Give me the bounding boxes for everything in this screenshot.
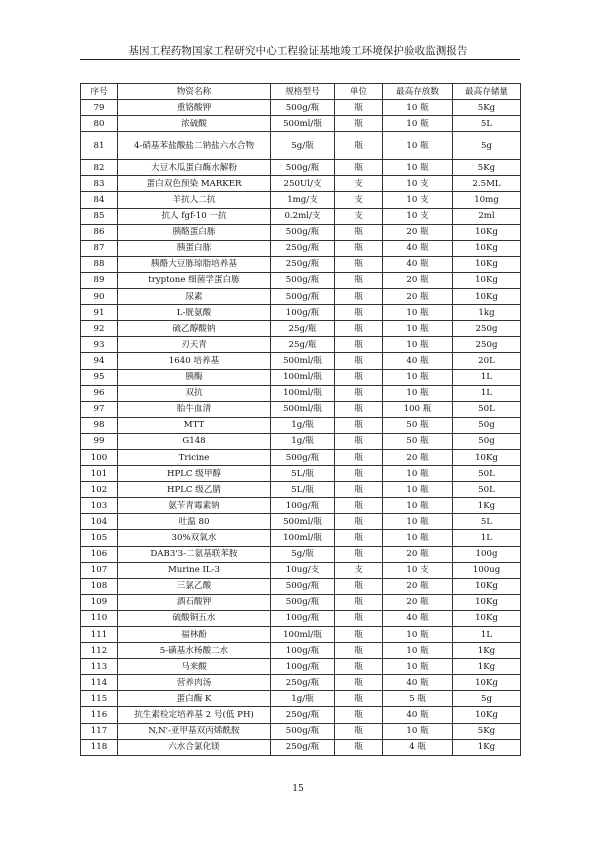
cell-max-amount: 2.5ML — [453, 176, 521, 192]
cell-unit: 瓶 — [335, 337, 383, 353]
cell-max-count: 4 瓶 — [383, 739, 453, 755]
table-row — [81, 176, 521, 192]
cell-unit: 瓶 — [335, 594, 383, 610]
cell-spec: 5L/瓶 — [271, 466, 335, 482]
table-row — [81, 627, 521, 643]
cell-max-amount: 250g — [453, 321, 521, 337]
cell-max-amount: 1L — [453, 530, 521, 546]
cell-max-count: 40 瓶 — [383, 353, 453, 369]
table-row — [81, 707, 521, 723]
table-header-row — [81, 84, 521, 100]
cell-index: 112 — [81, 643, 118, 659]
cell-spec: 100g/瓶 — [271, 643, 335, 659]
cell-material-name: 1640 培养基 — [118, 353, 271, 369]
cell-max-amount: 10Kg — [453, 289, 521, 305]
cell-unit: 瓶 — [335, 369, 383, 385]
table-row — [81, 208, 521, 224]
cell-material-name: Tricine — [118, 449, 271, 465]
page-number: 15 — [292, 784, 304, 794]
cell-material-name: Murine IL-3 — [118, 562, 271, 578]
cell-max-amount: 10Kg — [453, 256, 521, 272]
cell-index: 105 — [81, 530, 118, 546]
cell-material-name: G148 — [118, 433, 271, 449]
cell-unit: 瓶 — [335, 643, 383, 659]
cell-max-amount: 10Kg — [453, 449, 521, 465]
cell-material-name: tryptone 细菌学蛋白胨 — [118, 272, 271, 288]
table-row — [81, 305, 521, 321]
table-row — [81, 578, 521, 594]
table-row — [81, 369, 521, 385]
cell-index: 90 — [81, 289, 118, 305]
cell-index: 82 — [81, 160, 118, 176]
cell-max-amount: 10Kg — [453, 594, 521, 610]
cell-material-name: 尿素 — [118, 289, 271, 305]
cell-index: 97 — [81, 401, 118, 417]
cell-material-name: 5-磺基水杨酸二水 — [118, 643, 271, 659]
cell-spec: 5g/瓶 — [271, 546, 335, 562]
cell-max-count: 10 瓶 — [383, 627, 453, 643]
cell-unit: 瓶 — [335, 224, 383, 240]
cell-max-amount: 50L — [453, 466, 521, 482]
table-row — [81, 160, 521, 176]
cell-unit: 支 — [335, 176, 383, 192]
cell-max-amount: 100g — [453, 546, 521, 562]
table-row — [81, 466, 521, 482]
table-row — [81, 417, 521, 433]
cell-index: 93 — [81, 337, 118, 353]
cell-index: 109 — [81, 594, 118, 610]
cell-max-count: 10 瓶 — [383, 659, 453, 675]
cell-index: 99 — [81, 433, 118, 449]
cell-material-name: 抗生素检定培养基 2 号(低 PH) — [118, 707, 271, 723]
cell-max-count: 10 瓶 — [383, 482, 453, 498]
cell-material-name: 胎牛血清 — [118, 401, 271, 417]
cell-unit: 瓶 — [335, 240, 383, 256]
table-row — [81, 100, 521, 116]
cell-spec: 1g/瓶 — [271, 417, 335, 433]
cell-max-amount: 10Kg — [453, 707, 521, 723]
table-row — [81, 610, 521, 626]
cell-max-count: 5 瓶 — [383, 691, 453, 707]
cell-spec: 100ml/瓶 — [271, 627, 335, 643]
cell-material-name: 硫酸铜五水 — [118, 610, 271, 626]
cell-index: 107 — [81, 562, 118, 578]
cell-material-name: HPLC 级甲醇 — [118, 466, 271, 482]
table-row — [81, 562, 521, 578]
cell-unit: 瓶 — [335, 530, 383, 546]
cell-max-count: 20 瓶 — [383, 272, 453, 288]
cell-material-name: 营养肉汤 — [118, 675, 271, 691]
cell-spec: 1g/瓶 — [271, 691, 335, 707]
cell-max-amount: 10Kg — [453, 240, 521, 256]
cell-material-name: 30%双氧水 — [118, 530, 271, 546]
cell-material-name: 酒石酸钾 — [118, 594, 271, 610]
cell-spec: 0.2ml/支 — [271, 208, 335, 224]
cell-spec: 250g/瓶 — [271, 240, 335, 256]
cell-max-count: 10 支 — [383, 208, 453, 224]
cell-unit: 瓶 — [335, 401, 383, 417]
cell-index: 103 — [81, 498, 118, 514]
cell-max-amount: 10Kg — [453, 610, 521, 626]
cell-index: 88 — [81, 256, 118, 272]
cell-spec: 5g/瓶 — [271, 132, 335, 160]
cell-index: 116 — [81, 707, 118, 723]
cell-max-amount: 5Kg — [453, 723, 521, 739]
cell-max-count: 10 瓶 — [383, 498, 453, 514]
cell-max-count: 100 瓶 — [383, 401, 453, 417]
cell-material-name: 吐温 80 — [118, 514, 271, 530]
cell-material-name: 胰酪大豆胨琼脂培养基 — [118, 256, 271, 272]
cell-material-name: N,N'-亚甲基双丙烯酰胺 — [118, 723, 271, 739]
cell-max-count: 10 支 — [383, 176, 453, 192]
cell-unit: 瓶 — [335, 449, 383, 465]
cell-max-count: 10 瓶 — [383, 321, 453, 337]
cell-max-count: 40 瓶 — [383, 240, 453, 256]
table-row — [81, 401, 521, 417]
cell-unit: 瓶 — [335, 417, 383, 433]
cell-spec: 25g/瓶 — [271, 321, 335, 337]
table-row — [81, 449, 521, 465]
cell-spec: 500g/瓶 — [271, 449, 335, 465]
table-row — [81, 514, 521, 530]
cell-spec: 500g/瓶 — [271, 224, 335, 240]
cell-max-amount: 5g — [453, 691, 521, 707]
cell-max-amount: 100ug — [453, 562, 521, 578]
table-row — [81, 546, 521, 562]
cell-unit: 瓶 — [335, 691, 383, 707]
cell-unit: 瓶 — [335, 546, 383, 562]
report-title: 基因工程药物国家工程研究中心工程验证基地竣工环境保护验收监测报告 — [128, 45, 468, 57]
table-row — [81, 385, 521, 401]
cell-unit: 瓶 — [335, 289, 383, 305]
cell-material-name: 羊抗人二抗 — [118, 192, 271, 208]
cell-max-count: 10 支 — [383, 192, 453, 208]
column-header-max-count: 最高存放数 — [383, 84, 453, 100]
cell-index: 96 — [81, 385, 118, 401]
cell-index: 100 — [81, 449, 118, 465]
cell-index: 118 — [81, 739, 118, 755]
cell-material-name: 胰酪蛋白胨 — [118, 224, 271, 240]
cell-material-name: 硫乙醇酸钠 — [118, 321, 271, 337]
cell-max-amount: 10Kg — [453, 272, 521, 288]
cell-max-amount: 10mg — [453, 192, 521, 208]
table-row — [81, 256, 521, 272]
cell-index: 115 — [81, 691, 118, 707]
column-header-index: 序号 — [81, 84, 118, 100]
cell-spec: 250g/瓶 — [271, 707, 335, 723]
cell-index: 89 — [81, 272, 118, 288]
cell-max-amount: 50g — [453, 433, 521, 449]
cell-material-name: MTT — [118, 417, 271, 433]
cell-unit: 瓶 — [335, 116, 383, 132]
table-row — [81, 498, 521, 514]
cell-spec: 500ml/瓶 — [271, 116, 335, 132]
table-row — [81, 691, 521, 707]
cell-max-count: 10 瓶 — [383, 466, 453, 482]
cell-index: 81 — [81, 132, 118, 160]
cell-spec: 250g/瓶 — [271, 256, 335, 272]
cell-max-amount: 2ml — [453, 208, 521, 224]
cell-unit: 瓶 — [335, 272, 383, 288]
cell-spec: 500ml/瓶 — [271, 514, 335, 530]
cell-unit: 瓶 — [335, 578, 383, 594]
cell-spec: 100g/瓶 — [271, 610, 335, 626]
cell-max-count: 20 瓶 — [383, 224, 453, 240]
column-header-name: 物资名称 — [118, 84, 271, 100]
column-header-unit: 单位 — [335, 84, 383, 100]
cell-max-amount: 10Kg — [453, 675, 521, 691]
cell-material-name: L-胱氨酸 — [118, 305, 271, 321]
table-row — [81, 675, 521, 691]
cell-spec: 500g/瓶 — [271, 723, 335, 739]
cell-unit: 支 — [335, 208, 383, 224]
cell-spec: 1mg/支 — [271, 192, 335, 208]
cell-material-name: 六水合氯化镁 — [118, 739, 271, 755]
table-body — [81, 100, 521, 756]
cell-material-name: 抗人 fgf-10 一抗 — [118, 208, 271, 224]
cell-max-amount: 1Kg — [453, 739, 521, 755]
cell-unit: 瓶 — [335, 627, 383, 643]
cell-material-name: 氨苄青霉素钠 — [118, 498, 271, 514]
cell-max-count: 10 瓶 — [383, 116, 453, 132]
table-row — [81, 530, 521, 546]
cell-material-name: 4-硝基苯盐酸盐二钠盐六水合物 — [118, 132, 271, 160]
cell-unit: 瓶 — [335, 256, 383, 272]
header-divider — [80, 59, 520, 60]
cell-index: 92 — [81, 321, 118, 337]
cell-index: 79 — [81, 100, 118, 116]
cell-index: 95 — [81, 369, 118, 385]
cell-index: 113 — [81, 659, 118, 675]
cell-index: 80 — [81, 116, 118, 132]
cell-index: 111 — [81, 627, 118, 643]
table-row — [81, 353, 521, 369]
cell-unit: 瓶 — [335, 160, 383, 176]
cell-max-count: 40 瓶 — [383, 610, 453, 626]
cell-spec: 100ml/瓶 — [271, 369, 335, 385]
cell-spec: 100g/瓶 — [271, 498, 335, 514]
cell-index: 106 — [81, 546, 118, 562]
cell-material-name: 胰酶 — [118, 369, 271, 385]
cell-max-count: 40 瓶 — [383, 675, 453, 691]
cell-material-name: 马来酸 — [118, 659, 271, 675]
table-row — [81, 240, 521, 256]
cell-max-count: 50 瓶 — [383, 433, 453, 449]
cell-unit: 瓶 — [335, 514, 383, 530]
column-header-max-amount: 最高存储量 — [453, 84, 521, 100]
cell-index: 114 — [81, 675, 118, 691]
cell-max-amount: 10Kg — [453, 224, 521, 240]
cell-spec: 500g/瓶 — [271, 100, 335, 116]
cell-max-amount: 1Kg — [453, 643, 521, 659]
cell-max-amount: 5g — [453, 132, 521, 160]
table-row — [81, 433, 521, 449]
cell-max-count: 20 瓶 — [383, 289, 453, 305]
cell-index: 91 — [81, 305, 118, 321]
table-row — [81, 482, 521, 498]
cell-max-amount: 1Kg — [453, 498, 521, 514]
cell-unit: 瓶 — [335, 433, 383, 449]
table-row — [81, 272, 521, 288]
cell-max-amount: 250g — [453, 337, 521, 353]
cell-max-amount: 5Kg — [453, 160, 521, 176]
cell-unit: 瓶 — [335, 610, 383, 626]
cell-material-name: 浓硫酸 — [118, 116, 271, 132]
table-row — [81, 132, 521, 160]
cell-max-count: 10 瓶 — [383, 160, 453, 176]
cell-max-amount: 50g — [453, 417, 521, 433]
cell-max-amount: 50L — [453, 482, 521, 498]
cell-max-count: 50 瓶 — [383, 417, 453, 433]
cell-index: 104 — [81, 514, 118, 530]
cell-index: 108 — [81, 578, 118, 594]
cell-index: 94 — [81, 353, 118, 369]
cell-unit: 支 — [335, 562, 383, 578]
cell-unit: 瓶 — [335, 321, 383, 337]
cell-max-count: 10 瓶 — [383, 530, 453, 546]
cell-max-count: 20 瓶 — [383, 449, 453, 465]
cell-index: 117 — [81, 723, 118, 739]
cell-unit: 瓶 — [335, 675, 383, 691]
cell-unit: 瓶 — [335, 498, 383, 514]
cell-max-amount: 5L — [453, 514, 521, 530]
cell-spec: 500g/瓶 — [271, 594, 335, 610]
table-row — [81, 289, 521, 305]
cell-spec: 500g/瓶 — [271, 289, 335, 305]
cell-unit: 支 — [335, 192, 383, 208]
cell-material-name: 双抗 — [118, 385, 271, 401]
cell-max-count: 20 瓶 — [383, 578, 453, 594]
cell-max-count: 10 瓶 — [383, 385, 453, 401]
cell-material-name: 刃天青 — [118, 337, 271, 353]
cell-max-count: 10 支 — [383, 562, 453, 578]
cell-spec: 250g/瓶 — [271, 739, 335, 755]
cell-max-amount: 1L — [453, 385, 521, 401]
cell-spec: 500g/瓶 — [271, 578, 335, 594]
cell-unit: 瓶 — [335, 659, 383, 675]
cell-unit: 瓶 — [335, 132, 383, 160]
table-row — [81, 321, 521, 337]
cell-spec: 500ml/瓶 — [271, 353, 335, 369]
table-row — [81, 337, 521, 353]
cell-max-amount: 50L — [453, 401, 521, 417]
cell-unit: 瓶 — [335, 385, 383, 401]
cell-unit: 瓶 — [335, 305, 383, 321]
cell-index: 85 — [81, 208, 118, 224]
cell-material-name: 胰蛋白胨 — [118, 240, 271, 256]
cell-max-count: 10 瓶 — [383, 369, 453, 385]
cell-spec: 1g/瓶 — [271, 433, 335, 449]
cell-max-count: 10 瓶 — [383, 643, 453, 659]
cell-spec: 500g/瓶 — [271, 160, 335, 176]
cell-index: 102 — [81, 482, 118, 498]
cell-material-name: 三氯乙酸 — [118, 578, 271, 594]
cell-index: 84 — [81, 192, 118, 208]
table-row — [81, 723, 521, 739]
cell-max-count: 10 瓶 — [383, 100, 453, 116]
cell-max-count: 20 瓶 — [383, 546, 453, 562]
cell-material-name: 重铬酸钾 — [118, 100, 271, 116]
cell-index: 110 — [81, 610, 118, 626]
cell-max-count: 10 瓶 — [383, 514, 453, 530]
cell-material-name: 蛋白双色预染 MARKER — [118, 176, 271, 192]
cell-unit: 瓶 — [335, 707, 383, 723]
cell-max-amount: 1kg — [453, 305, 521, 321]
cell-max-amount: 5Kg — [453, 100, 521, 116]
cell-index: 98 — [81, 417, 118, 433]
cell-spec: 25g/瓶 — [271, 337, 335, 353]
cell-unit: 瓶 — [335, 353, 383, 369]
cell-material-name: 大豆木瓜蛋白酶水解粉 — [118, 160, 271, 176]
cell-spec: 100ml/瓶 — [271, 530, 335, 546]
cell-max-amount: 10Kg — [453, 578, 521, 594]
cell-spec: 250Ul/支 — [271, 176, 335, 192]
cell-spec: 10ug/支 — [271, 562, 335, 578]
cell-index: 101 — [81, 466, 118, 482]
cell-max-amount: 1L — [453, 627, 521, 643]
cell-max-count: 10 瓶 — [383, 723, 453, 739]
table-row — [81, 594, 521, 610]
cell-material-name: 福林酚 — [118, 627, 271, 643]
cell-max-count: 40 瓶 — [383, 707, 453, 723]
table-row — [81, 643, 521, 659]
cell-max-amount: 1Kg — [453, 659, 521, 675]
cell-spec: 100ml/瓶 — [271, 385, 335, 401]
cell-unit: 瓶 — [335, 482, 383, 498]
cell-index: 86 — [81, 224, 118, 240]
cell-max-count: 40 瓶 — [383, 256, 453, 272]
cell-unit: 瓶 — [335, 100, 383, 116]
cell-spec: 100g/瓶 — [271, 659, 335, 675]
table-row — [81, 659, 521, 675]
cell-material-name: HPLC 级乙腈 — [118, 482, 271, 498]
cell-spec: 500g/瓶 — [271, 272, 335, 288]
cell-max-count: 20 瓶 — [383, 594, 453, 610]
cell-spec: 5L/瓶 — [271, 482, 335, 498]
cell-spec: 100g/瓶 — [271, 305, 335, 321]
cell-unit: 瓶 — [335, 466, 383, 482]
materials-table — [80, 83, 521, 756]
table-row — [81, 739, 521, 755]
column-header-spec: 规格型号 — [271, 84, 335, 100]
cell-material-name: DAB3'3-二氨基联苯胺 — [118, 546, 271, 562]
cell-spec: 250g/瓶 — [271, 675, 335, 691]
cell-max-amount: 20L — [453, 353, 521, 369]
cell-index: 83 — [81, 176, 118, 192]
cell-material-name: 蛋白酶 K — [118, 691, 271, 707]
cell-unit: 瓶 — [335, 739, 383, 755]
cell-unit: 瓶 — [335, 723, 383, 739]
cell-spec: 500ml/瓶 — [271, 401, 335, 417]
cell-max-amount: 1L — [453, 369, 521, 385]
table-row — [81, 224, 521, 240]
table-row — [81, 116, 521, 132]
cell-max-count: 10 瓶 — [383, 305, 453, 321]
table-row — [81, 192, 521, 208]
cell-index: 87 — [81, 240, 118, 256]
cell-max-amount: 5L — [453, 116, 521, 132]
cell-max-count: 10 瓶 — [383, 132, 453, 160]
cell-max-count: 10 瓶 — [383, 337, 453, 353]
